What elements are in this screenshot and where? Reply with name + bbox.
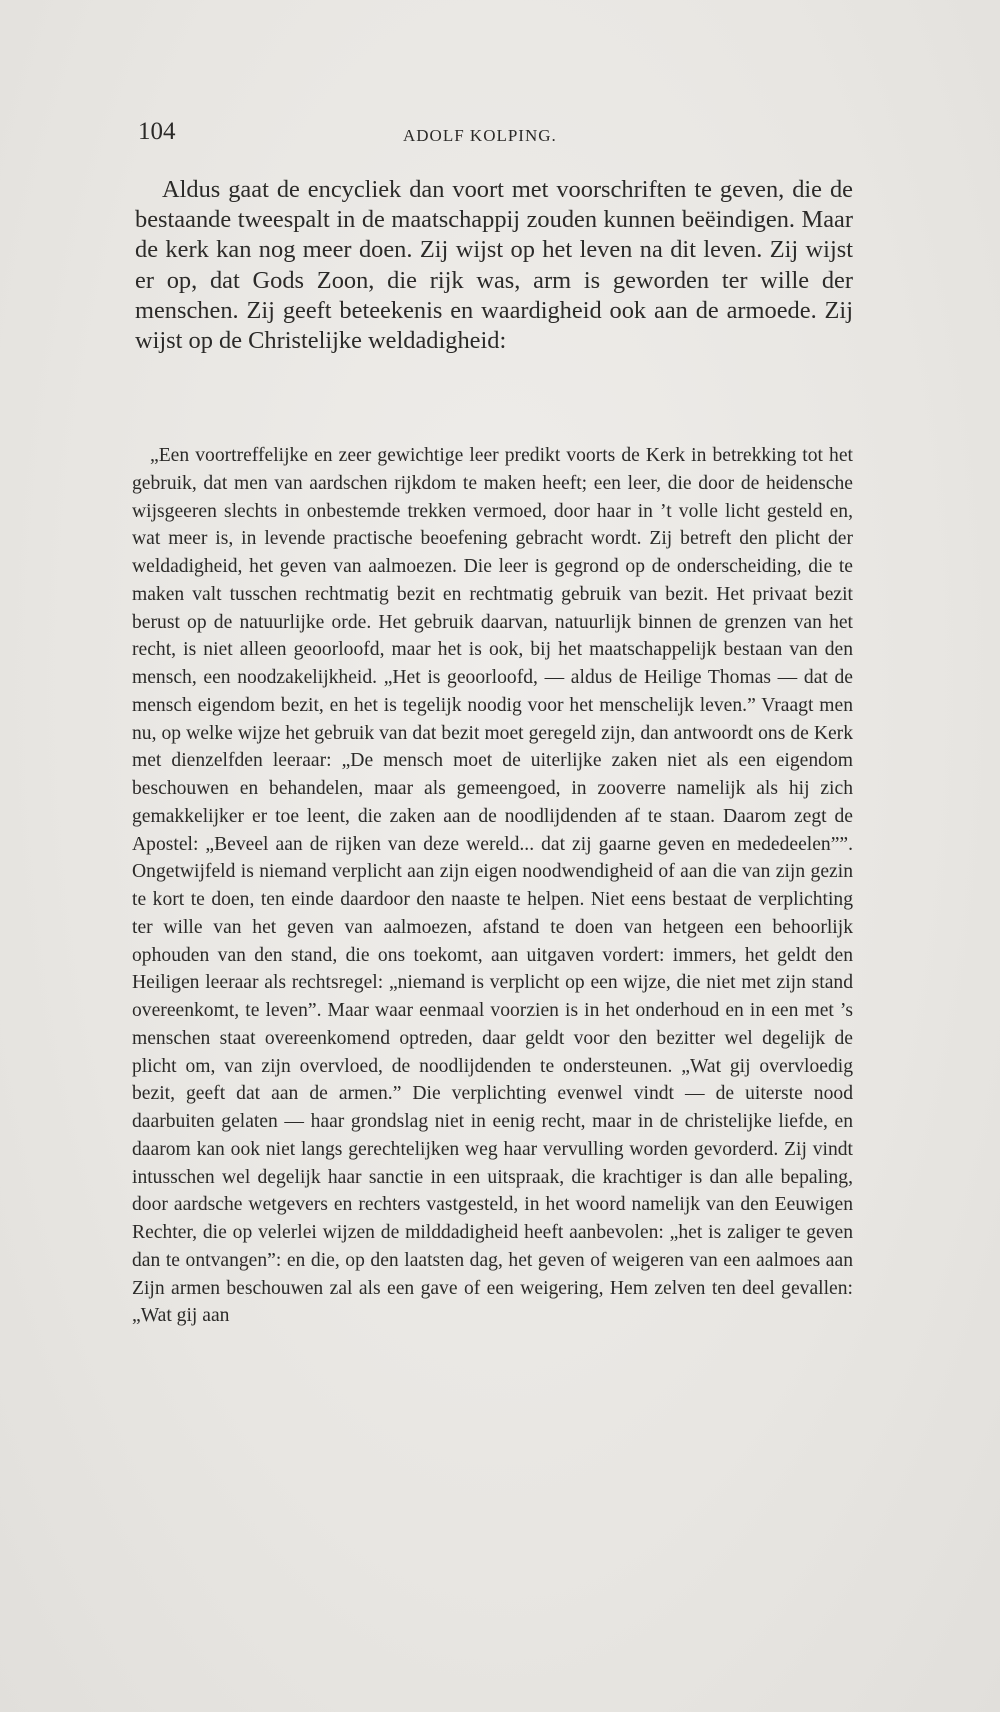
paragraph: Aldus gaat de encycliek dan voort met voorschriften te geven, die de bestaande tweespalt in de maatschappij zouden kunnen beëindigen. Maar de kerk kan nog meer doen. Zij wijst op het leven na dit leven. Zij wijst er op, dat Gods Zoon, die rijk was, arm is geworden ter wille der menschen. Zij geeft beteekenis en waardigheid ook aan de armoede. Zij wijst op de Christelijke weldadigheid: <box>135 176 853 355</box>
body-text <box>135 175 853 356</box>
running-title: ADOLF KOLPING. <box>403 126 557 145</box>
running-head <box>138 118 848 158</box>
block-quote <box>132 442 853 1330</box>
quote-paragraph: „Een voortreffelijke en zeer gewichtige leer predikt voorts de Kerk in betrekking tot het gebruik, dat men van aardschen rijkdom te maken heeft; een leer, die door de heidensche wijsgeeren slechts in onbestemde trekken vermoed, door haar in ’t volle licht gesteld en, wat meer is, in levende practische beoefening gebracht wordt. Zij betreft den plicht der weldadigheid, het geven van aalmoezen. Die leer is gegrond op de onderscheiding, die te maken valt tusschen rechtmatig bezit en rechtmatig gebruik van bezit. Het privaat bezit berust op de natuurlijke orde. Het gebruik daarvan, natuurlijk binnen de grenzen van het recht, is niet alleen geoorloofd, maar het is ook, bij het maatschappelijk bestaan van den mensch, een noodzakelijkheid. „Het is geoorloofd, — aldus de Heilige Thomas — dat de mensch eigendom bezit, en het is tegelijk noodig voor het menschelijk leven.” Vraagt men nu, op welke wijze het gebruik van dat bezit moet geregeld zijn, dan antwoordt ons de Kerk met dienzelfden leeraar: „De mensch moet de uiterlijke zaken niet als een eigendom beschouwen en behandelen, maar als gemeengoed, in zooverre namelijk als hij zich gemakkelijker er toe leent, die zaken aan de noodlijdenden af te staan. Daarom zegt de Apostel: „Beveel aan de rijken van deze wereld... dat zij gaarne geven en mededeelen””. Ongetwijfeld is niemand verplicht aan zijn eigen noodwendigheid of aan die van zijn gezin te kort te doen, ten einde daardoor den naaste te helpen. Niet eens bestaat de verplichting ter wille van het geven van aalmoezen, afstand te doen van hetgeen een behoorlijk ophouden van den stand, die ons toekomt, aan uitgaven vordert: immers, het geldt den Heiligen leeraar als rechtsregel: „niemand is verplicht op een wijze, die niet met zijn stand overeenkomt, te leven”. Maar waar eenmaal voorzien is in het onderhoud en in een met ’s menschen staat overeenkomend optreden, daar geldt voor den bezitter wel degelijk de plicht om, van zijn overvloed, de noodlijdenden te ondersteunen. „Wat gij overvloedig bezit, geeft dat aan de armen.” Die verplichting evenwel vindt — de uiterste nood daarbuiten gelaten — haar grondslag niet in eenig recht, maar in de christelijke liefde, en daarom kan ook niet langs gerechtelijken weg haar vervulling worden gevorderd. Zij vindt intusschen wel degelijk haar sanctie in een uitspraak, die krachtiger is dan alle bepaling, door aardsche wetgevers en rechters vastgesteld, in het woord namelijk van den Eeuwigen Rechter, die op velerlei wijzen de milddadigheid heeft aanbevolen: „het is zaliger te geven dan te ontvangen”: en die, op den laatsten dag, het geven of weigeren van een aalmoes aan Zijn armen beschouwen zal als een gave of een weigering, Hem zelven ten deel gevallen: „Wat gij aan <box>132 445 853 1327</box>
page-number: 104 <box>138 118 176 145</box>
